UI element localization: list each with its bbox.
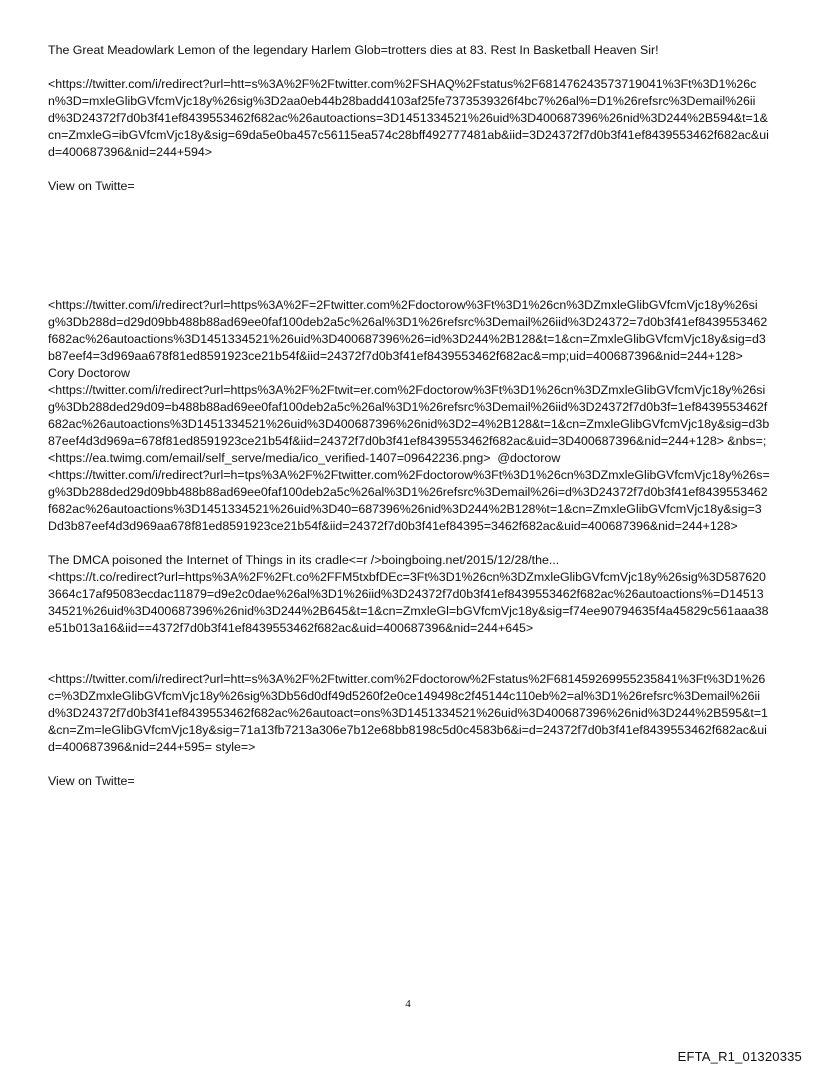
document-id: EFTA_R1_01320335 bbox=[677, 1049, 802, 1064]
page-number: 4 bbox=[405, 998, 411, 1010]
spacer bbox=[48, 195, 770, 297]
spacer bbox=[48, 161, 770, 178]
spacer bbox=[48, 535, 770, 552]
redirect-link-shaq[interactable]: <https://twitter.com/i/redirect?url=htt=s%3A%2F%2Ftwitter.com%2FSHAQ%2Fstatus%2F681476243573719041%3Ft%3D1%26cn%3D=mxleGlibGVfcmVjc18y%26sig%3D2aa0eb44b28badd4103af25fe7373539326f4bc7%26al%=D1%26refsrc%3Demail%26iid%3D24372f7d0b3f41ef8439553462f682ac%26autoactions=3D1451334521%26uid%3D400687396%26nid%3D244%2B594&t=1&cn=ZmxleG=ibGVfcmVjc18y&sig=69da5e0ba457c56115ea574c28bff492777481ab&iid=3D24372f7d0b3f41ef8439553462f682ac&uid=400687396&nid=244+594> bbox=[48, 77, 769, 159]
headline-text: The Great Meadowlark Lemon of the legendary Harlem Glob=trotters dies at 83. Rest In Basketball Heaven Sir! bbox=[48, 43, 659, 57]
spacer bbox=[48, 637, 770, 671]
view-on-twitter-link[interactable]: View on Twitte= bbox=[48, 774, 135, 788]
redirect-link-status[interactable]: <https://twitter.com/i/redirect?url=htt=s%3A%2F%2Ftwitter.com%2Fdoctorow%2Fstatus%2F681459269955235841%3Ft%3D1%26c=%3DZmxleGlibGVfcmVjc18y%26sig%3Db56d0df49d5260f2e0ce149498c2f45144c110eb%2=al%3D1%26refsrc%3Demail%26iid%3D24372f7d0b3f41ef8439553462f682ac%26autoact=ons%3D1451334521%26uid%3D400687396%26nid%3D244%2B595&t=1&cn=Zm=leGlibGVfcmVjc18y&sig=71a13fb7213a306e7b12e68bb8198c5d0c4583b6&i=d=24372f7d0b3f41ef8439553462f682ac&uid=400687396&nid=244+595= style=> bbox=[48, 672, 768, 754]
document-body bbox=[48, 42, 770, 790]
cory-doctorow-block[interactable]: <https://twitter.com/i/redirect?url=https%3A%2F=2Ftwitter.com%2Fdoctorow%3Ft%3D1%26cn%3DZmxleGlibGVfcmVjc18y%26sig%3Db288d=d29d09bb488b88ad69ee0faf100deb2a5c%26al%3D1%26refsrc%3Demail%26iid%3D24372=7d0b3f41ef8439553462f682ac%26autoactions%3D1451334521%26uid%3D400687396%26=id%3D244%2B128&t=1&cn=ZmxleGlibGVfcmVjc18y&sig=d3b87eef4=3d969aa678f81ed8591923ce21b54f&iid=24372f7d0b3f41ef8439553462f682ac&=mp;uid=400687396&nid=244+128> Cory Doctorow <https://twitter.com/i/redirect?url=https%3A%2F%2Ftwit=er.com%2Fdoctorow%3Ft%3D1%26cn%3DZmxleGlibGVfcmVjc18y%26sig%3Db288ded29d09=b488b88ad69ee0faf100deb2a5c%26al%3D1%26refsrc%3Demail%26iid%3D24372f7d0b3f=1ef8439553462f682ac%26autoactions%3D1451334521%26uid%3D400687396%26nid%3D2=4%2B128&t=1&cn=ZmxleGlibGVfcmVjc18y&sig=d3b87eef4d3d969a=678f81ed8591923ce21b54f&iid=24372f7d0b3f41ef8439553462f682ac&uid=3D400687396&nid=244+128> &nbs=; <https://ea.twimg.com/email/self_serve/media/ico_verified-1407=09642236.png> @doctorow <https://twitter.com/i/redirect?url=h=tps%3A%2F%2Ftwitter.com%2Fdoctorow%3Ft%3D1%26cn%3DZmxleGlibGVfcmVjc18y%26s=g%3Db288ded29d09bb488b88ad69ee0faf100deb2a5c%26al%3D1%26refsrc%3Demail%26i=d%3D24372f7d0b3f41ef8439553462f682ac%26autoactions%3D1451334521%26uid%3D40=687396%26nid%3D244%2B128%t=1&cn=ZmxleGlibGVfcmVjc18y&sig=3Dd3b87eef4d3d969aa678f81ed8591923ce21b54f&iid=24372f7d0b3f41ef84395=3462f682ac&uid=400687396&nid=244+128> bbox=[48, 298, 770, 533]
spacer bbox=[48, 756, 770, 773]
view-on-twitter-link[interactable]: View on Twitte= bbox=[48, 179, 135, 193]
dmca-tweet-block[interactable]: The DMCA poisoned the Internet of Things in its cradle<=r />boingboing.net/2015/12/28/the... <https://t.co/redirect?url=https%3A%2F%2Ft.co%2FFM5txbfDEc=3Ft%3D1%26cn%3DZmxleGlibGVfcmVjc18y%26sig%3D5876203664c17af95083ecdac11879=d9e2c0dae%26al%3D1%26iid%3D24372f7d0b3f41ef8439553462f682ac%26autoactions%=D1451334521%26uid%3D400687396%26nid%3D244%2B645&t=1&cn=ZmxleGl=bGVfcmVjc18y&sig=f74ee90794635f4a45829c561aaa38e51b013a16&iid==4372f7d0b3f41ef8439553462f682ac&uid=400687396&nid=244+645> bbox=[48, 553, 769, 635]
